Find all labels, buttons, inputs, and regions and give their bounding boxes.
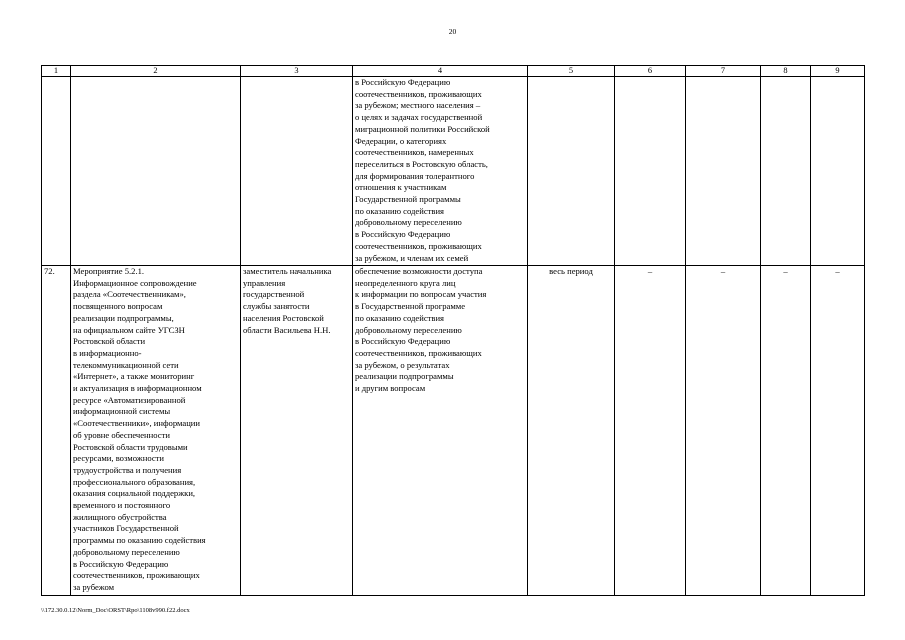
table-row-continuation bbox=[42, 77, 865, 266]
column-header: 7 bbox=[686, 66, 761, 77]
program-activities-table bbox=[41, 65, 865, 596]
activity-description-cell: Мероприятие 5.2.1. Информационное сопровождение раздела «Соотечественникам», посвященного вопросам реализации подпрограммы, на официальном сайте УГСЗН Ростовской области в информационно- телекоммуникационной сети «Интернет», а также мониторинг и актуализация в информационном ресурсе «Автоматизированной информационной системы «Соотечественники», информации об уровне обеспеченности Ростовской области трудовыми ресурсами, возможности трудоустройства и получения профессионального образования, оказания социальной поддержки, временного и постоянного жилищного обустройства участников Государственной программы по оказанию содействия добровольному переселению в Российскую Федерацию соотечественников, проживающих за рубежом bbox=[71, 266, 241, 596]
row-number: 72. bbox=[42, 266, 71, 596]
column-number-header-row bbox=[42, 66, 865, 77]
column-header: 3 bbox=[241, 66, 353, 77]
responsible-executor-cell: заместитель начальника управления государственной службы занятости населения Ростовской области Васильева Н.Н. bbox=[241, 266, 353, 596]
period-cell: весь период bbox=[528, 266, 615, 596]
column-header: 6 bbox=[615, 66, 686, 77]
page-number: 20 bbox=[448, 27, 457, 36]
continued-result-cell: в Российскую Федерацию соотечественников, проживающих за рубежом; местного населения – о целях и задачах государственной миграционной политики Российской Федерации, о категориях соотечественников, намеренных переселиться в Ростовскую область, для формирования толерантного отношения к участникам Государственной программы по оказанию содействия добровольному переселению в Российскую Федерацию соотечественников, проживающих за рубежом, и членам их семей bbox=[353, 77, 528, 266]
column-header: 9 bbox=[811, 66, 865, 77]
column-header: 4 bbox=[353, 66, 528, 77]
expected-result-cell: обеспечение возможности доступа неопределенного круга лиц к информации по вопросам участия в Государственной программе по оказанию содействия добровольному переселению в Российскую Федерацию соотечественников, проживающих за рубежом, о результатах реализации подпрограммы и другим вопросам bbox=[353, 266, 528, 596]
value-cell: – bbox=[811, 266, 865, 596]
value-cell: – bbox=[615, 266, 686, 596]
value-cell: – bbox=[686, 266, 761, 596]
column-header: 1 bbox=[42, 66, 71, 77]
value-cell: – bbox=[761, 266, 811, 596]
column-header: 8 bbox=[761, 66, 811, 77]
table-row-72 bbox=[42, 266, 865, 596]
document-file-path: \\172.30.0.12\Norm_Doc\ORST\Rpo\1108v990.f22.docx bbox=[41, 607, 190, 614]
column-header: 5 bbox=[528, 66, 615, 77]
column-header: 2 bbox=[71, 66, 241, 77]
